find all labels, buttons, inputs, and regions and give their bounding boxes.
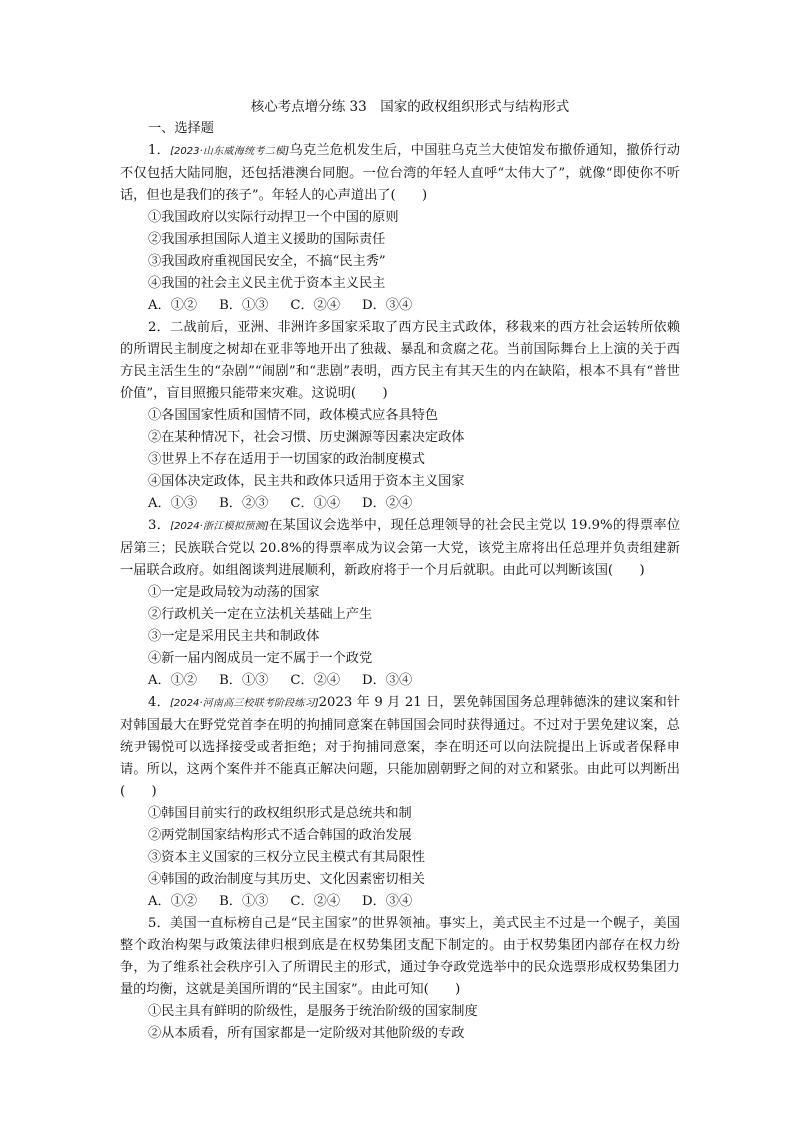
answer-choice[interactable]: A．①② [148,673,198,688]
answer-choice[interactable]: D．③④ [362,298,413,313]
statement-item: ①韩国目前实行的政权组织形式是总统共和制 [148,806,412,821]
question-text: 2023 年 9 月 21 日，罢免韩国国务总理韩德洙的建议案和针对韩国最大在野党党首李在明的拘捕同意案在韩国国会同时获得通过。不过对于罢免建议案，总统尹锡悦可以选择接受或者拒绝；对于拘捕同意案，李在明还可以向法院提出上诉或者保释申请。所以，这两个案件并不能真正解决问题，只能加剧朝野之间的对立和紧张。由此可以判断出( ) [120,695,681,799]
answer-choice[interactable]: A．①② [148,894,198,909]
answer-choice[interactable]: C．①④ [290,496,341,511]
worksheet-page [120,96,680,1045]
question-text: 在某国议会选举中，现任总理领导的社会民主党以 19.9%的得票率位居第三；民族联合党以 20.8%的得票率成为议会第一大党，该党主席将出任总理并负责组建新一届联合政府。如组阁谈判进展顺利，新政府将于一个月后就职。由此可以判断该国( ) [120,518,681,578]
statement-item: ④国体决定政体，民主共和政体只适用于资本主义国家 [148,474,465,489]
statement-item: ③一定是采用民主共和制政体 [148,629,320,644]
question-stem [120,692,680,803]
answer-choice[interactable]: B．②③ [219,496,269,511]
statement-item: ①我国政府以实际行动捍卫一个中国的原则 [148,210,399,225]
question-source: [2024·河南高三校联考阶段练习] [169,698,319,709]
statement-item: ②从本质看，所有国家都是一定阶级对其他阶级的专政 [148,1026,465,1041]
question-text: 乌克兰危机发生后，中国驻乌克兰大使馆发布撤侨通知，撤侨行动不仅包括大陆同胞，还包括港澳台同胞。一位台湾的年轻人直呼“太伟大了”，就像“即使你不听话，但也是我们的孩子”。年轻人的心声道出了( ) [120,143,680,203]
question-source: [2024·浙江模拟预测] [170,521,269,532]
question-5 [120,913,680,1045]
statement-item: ②我国承担国际人道主义援助的国际责任 [148,232,386,247]
question-stem [120,140,680,207]
answer-choices [120,295,680,317]
question-list [120,140,680,1045]
statement-item: ③我国政府重视国民安全，不搞“民主秀” [148,254,386,269]
page-title: 核心考点增分练 33 国家的政权组织形式与结构形式 [250,99,570,115]
question-4 [120,692,680,913]
answer-choice[interactable]: C．②④ [290,673,341,688]
statement-list [120,207,680,295]
statement-item: ③资本主义国家的三权分立民主模式有其局限性 [148,850,425,865]
question-number: 2． [148,320,171,335]
statement-item: ②在某种情况下，社会习惯、历史渊源等因素决定政体 [148,430,465,445]
statement-item: ①一定是政局较为动荡的国家 [148,585,320,600]
statement-item: ①民主具有鲜明的阶级性，是服务于统治阶级的国家制度 [148,1004,478,1019]
statement-list [120,803,680,891]
answer-choice[interactable]: D．②④ [362,496,413,511]
answer-choices [120,891,680,913]
answer-choice[interactable]: B．①③ [219,673,269,688]
answer-choices [120,493,680,515]
answer-choices [120,670,680,692]
question-2 [120,317,680,515]
question-number: 3． [148,518,171,533]
statement-item: ①各国国家性质和国情不同，政体模式应各具特色 [148,408,439,423]
question-number: 4． [148,695,170,710]
statement-item: ③世界上不存在适用于一切国家的政治制度模式 [148,452,425,467]
question-stem [120,515,680,582]
question-1 [120,140,680,317]
answer-choice[interactable]: A．①③ [148,496,198,511]
question-3 [120,515,680,692]
question-stem [120,913,680,1001]
statement-list [120,405,680,493]
statement-item: ②两党制国家结构形式不适合韩国的政治发展 [148,828,412,843]
answer-choice[interactable]: A．①② [148,298,198,313]
statement-item: ④韩国的政治制度与其历史、文化因素密切相关 [148,872,425,887]
question-text: 二战前后，亚洲、非洲许多国家采取了西方民主式政体，移栽来的西方社会运转所依赖的所谓民主制度之树却在亚非等地开出了独裁、暴乱和贪腐之花。当前国际舞台上上演的关于西方民主活生生的“杂剧”“闹剧”和“悲剧”表明，西方民主有其天生的内在缺陷，根本不具有“普世价值”，盲目照搬只能带来灾难。这说明( ) [120,320,681,401]
question-number: 5． [148,916,171,931]
answer-choice[interactable]: B．①③ [219,894,269,909]
statement-item: ②行政机关一定在立法机关基础上产生 [148,607,373,622]
answer-choice[interactable]: C．②④ [290,298,341,313]
statement-item: ④新一届内阁成员一定不属于一个政党 [148,651,373,666]
section-title: 一、选择题 [148,121,214,136]
question-number: 1． [148,143,171,158]
answer-choice[interactable]: D．③④ [362,673,413,688]
question-source: [2023·山东威海统考二模] [170,146,290,157]
statement-list [120,582,680,670]
statement-item: ④我国的社会主义民主优于资本主义民主 [148,276,386,291]
question-stem [120,317,680,405]
answer-choice[interactable]: B．①③ [219,298,269,313]
answer-choice[interactable]: C．②④ [290,894,341,909]
answer-choice[interactable]: D．③④ [362,894,413,909]
question-text: 美国一直标榜自己是“民主国家”的世界领袖。事实上，美式民主不过是一个幌子，美国整个政治构架与政策法律归根到底是在权势集团支配下制定的。由于权势集团内部存在权力纷争，为了维系社会秩序引入了所谓民主的形式，通过争夺政党选举中的民众选票形成权势集团力量的均衡，这就是美国所谓的“民主国家”。由此可知( ) [120,916,680,997]
statement-list [120,1001,680,1045]
